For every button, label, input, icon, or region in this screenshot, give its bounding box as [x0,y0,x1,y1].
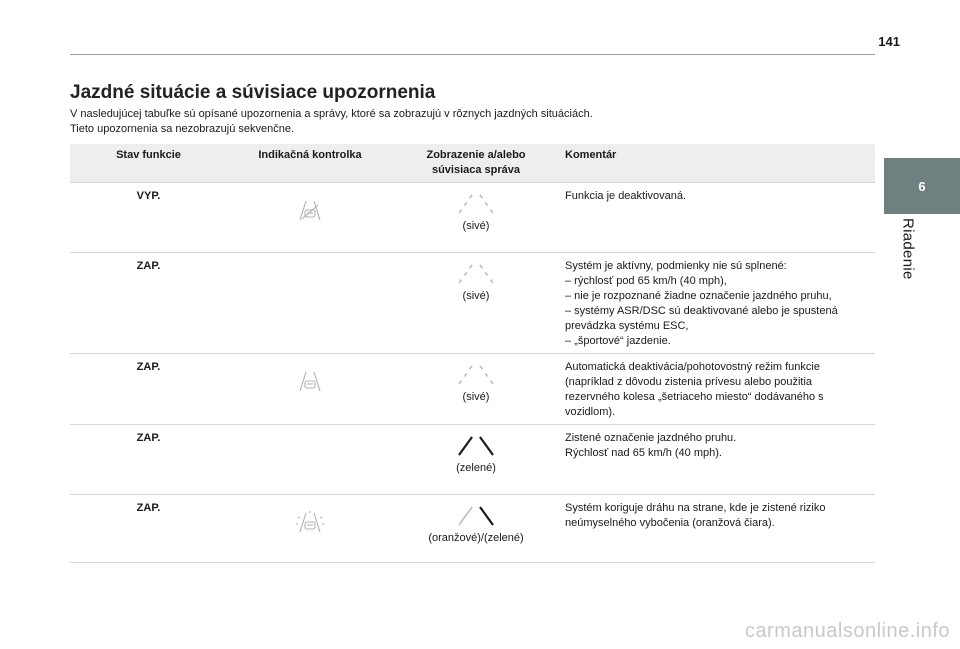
lane-markings-icon [446,191,506,217]
lane-right-line [480,366,493,384]
indicator-cell [227,495,393,563]
table-row [70,183,875,253]
watermark: carmanualsonline.info [744,620,950,642]
comment-cell [559,253,875,354]
intro-line-1: V nasledujúcej tabuľke sú opísané upozornenia a správy, ktoré sa zobrazujú v rôznych jazdných situáciách. [70,108,593,120]
lane-markings-icon [446,362,506,388]
lane-markings-icon [446,503,506,529]
indicator-cell [227,253,393,354]
display-caption: (sivé) [462,220,490,232]
display-cell [393,495,559,563]
lane-left-line [459,265,472,283]
comment-line: prevádzka systému ESC, [565,320,689,332]
header-indicator: Indikačná kontrolka [227,144,393,183]
indicator-cell [227,183,393,253]
display-caption: (oranžové)/(zelené) [428,532,524,544]
table-row [70,495,875,563]
display-caption: (sivé) [462,391,490,403]
header-state: Stav funkcie [70,144,227,183]
header-display-line-1: Zobrazenie a/alebo [426,149,526,161]
function-state: ZAP. [70,495,227,563]
table-row [70,253,875,354]
table-header-row [70,144,875,183]
lane-left-line [459,366,472,384]
comment-line: Systém je aktívny, podmienky nie sú splnené: [565,260,787,272]
lane-markings-icon [446,433,506,459]
table-body [70,183,875,563]
comment-cell [559,495,875,563]
lane-right-line [480,507,493,525]
section-title: Jazdné situácie a súvisiace upozornenia [70,82,436,103]
lane-right-line [480,195,493,213]
comment-line: – nie je rozpoznané žiadne označenie jazdného pruhu, [565,290,832,302]
lane-left-line [459,437,472,455]
comment-line: Zistené označenie jazdného pruhu. [565,432,737,444]
comment-line: Automatická deaktivácia/pohotovostný režim funkcie [565,361,820,373]
comment-line: neúmyselného vybočenia (oranžová čiara). [565,517,775,529]
comment-line: vozidlom). [565,406,616,418]
indicator-cell [227,425,393,495]
comment-cell [559,425,875,495]
comment-line: – rýchlosť pod 65 km/h (40 mph), [565,275,727,287]
display-cell [393,354,559,425]
function-state: ZAP. [70,354,227,425]
page-number: 141 [878,34,900,49]
lane-assist-crossed-icon [295,199,325,223]
header-comment: Komentár [559,144,875,183]
header-divider [70,54,875,55]
function-state: ZAP. [70,425,227,495]
comment-line: – systémy ASR/DSC sú deaktivované alebo je spustená [565,305,838,317]
comment-cell [559,354,875,425]
chapter-tab: 6 [884,158,960,214]
comment-line: Systém koriguje dráhu na strane, kde je zistené riziko [565,502,826,514]
comment-line: – „športové“ jazdenie. [565,335,671,347]
comment-line: rezervného kolesa „šetriaceho miesto“ dodávaného s [565,391,824,403]
header-display [393,144,559,183]
lane-markings-icon [446,261,506,287]
chapter-title: Riadenie [899,218,917,280]
display-caption: (sivé) [462,290,490,302]
lane-left-line [459,195,472,213]
display-cell [393,183,559,253]
indicator-cell [227,354,393,425]
intro-text [70,107,860,137]
display-cell [393,425,559,495]
comment-line: (napríklad z dôvodu zistenia prívesu alebo použitia [565,376,813,388]
header-display-line-2: súvisiaca správa [431,164,521,176]
lane-assist-icon [295,370,325,394]
function-state: ZAP. [70,253,227,354]
lane-left-line [459,507,472,525]
comment-line: Rýchlosť nad 65 km/h (40 mph). [565,447,722,459]
lane-right-line [480,265,493,283]
table-row [70,425,875,495]
function-state: VYP. [70,183,227,253]
comment-cell [559,183,875,253]
table-row [70,354,875,425]
display-caption: (zelené) [456,462,496,474]
display-cell [393,253,559,354]
lane-assist-flashing-icon [295,511,325,535]
intro-line-2: Tieto upozornenia sa nezobrazujú sekvenčne. [70,123,295,135]
comment-line: Funkcia je deaktivovaná. [565,190,687,202]
lane-right-line [480,437,493,455]
driving-situations-table [70,144,875,563]
